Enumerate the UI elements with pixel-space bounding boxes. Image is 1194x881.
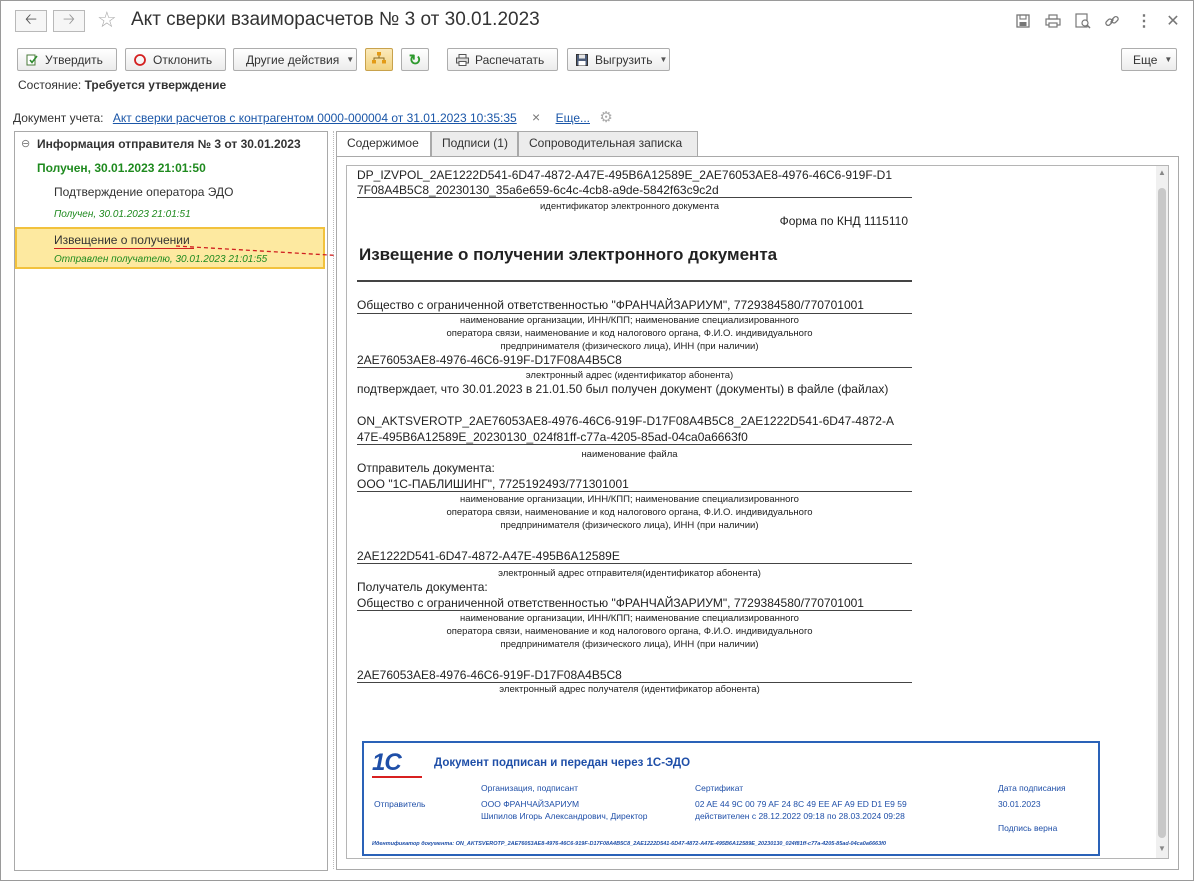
doc-caption: электронный адрес (идентификатор абонента) <box>525 370 734 381</box>
save-icon[interactable] <box>1013 11 1033 31</box>
window-title: Акт сверки взаиморасчетов № 3 от 30.01.2023 <box>131 9 540 30</box>
doc-caption: электронный адрес отправителя(идентификатор абонента) <box>498 568 761 579</box>
doc-form: Форма по КНД 1115110 <box>779 214 908 228</box>
structure-button[interactable] <box>365 48 393 71</box>
stamp-cert: 02 AE 44 9C 00 79 AF 24 8C 49 EE AF A9 ED D1 E9 59 <box>695 799 907 809</box>
tree-received-status: Получен, 30.01.2023 21:01:50 <box>37 161 206 175</box>
chevron-down-icon: ▼ <box>659 55 668 64</box>
doc-caption: наименование организации, ИНН/КПП; наименование специализированного <box>460 494 799 505</box>
doc-caption: оператора связи, наименование и код налогового органа, Ф.И.О. индивидуального <box>446 507 813 518</box>
arrow-left-icon: 🡠 <box>24 10 38 28</box>
document-scrollbar[interactable] <box>1156 166 1168 858</box>
scroll-down-icon[interactable]: ▼ <box>1158 844 1166 853</box>
stamp-cert-valid: действителен с 28.12.2022 09:18 по 28.03.2024 09:28 <box>695 811 905 821</box>
printer-icon <box>456 54 468 66</box>
doc-sender-address: 2AE1222D541-6D47-4872-A47E-495B6A12589E <box>357 549 620 563</box>
tree-item-operator-confirmation[interactable]: Подтверждение оператора ЭДО <box>54 185 234 199</box>
underline-annotation <box>54 248 194 249</box>
document-view <box>346 165 1169 859</box>
doc-caption: предпринимателя (физического лица), ИНН (при наличии) <box>500 341 759 352</box>
scroll-thumb[interactable] <box>1158 188 1166 838</box>
close-icon[interactable]: ✕ <box>1166 13 1180 30</box>
collapse-icon[interactable]: ⊖ <box>21 138 31 150</box>
stamp-col-org: Организация, подписант <box>481 783 579 793</box>
doc-caption: наименование организации, ИНН/КПП; наименование специализированного <box>460 315 799 326</box>
doc-recipient-label: Получатель документа: <box>357 580 488 594</box>
tab-signatures[interactable]: Подписи (1) <box>431 131 518 156</box>
doc-id-line1: DP_IZVPOL_2AE1222D541-6D47-4872-A47E-495B6A12589E_2AE76053AE8-4976-46C6-919F-D1 <box>357 168 893 182</box>
tab-cover-note[interactable]: Сопроводительная записка <box>518 131 698 156</box>
tree-root[interactable]: Информация отправителя № 3 от 30.01.2023 <box>37 137 301 151</box>
arrow-right-icon: 🡢 <box>62 10 76 28</box>
tree-item-receipt-notice-label: Извещение о получении <box>54 233 190 247</box>
doc-recipient-address: 2AE76053AE8-4976-46C6-919F-D17F08A4B5C8 <box>357 668 622 682</box>
doc-caption: наименование файла <box>581 449 678 460</box>
doc-caption: предпринимателя (физического лица), ИНН (при наличии) <box>500 520 759 531</box>
stamp-signature-ok: Подпись верна <box>998 823 1058 833</box>
annotation-arrow <box>176 241 356 271</box>
doc-confirms: подтверждает, что 30.01.2023 в 21.01.50 был получен документ (документы) в файле (файлах) <box>357 382 889 396</box>
clear-icon[interactable]: × <box>532 109 541 125</box>
accounting-document-line: Документ учета: Акт сверки расчетов с контрагентом 0000-000004 от 31.01.2023 10:35:35 × Еще... ⚙ <box>13 109 613 126</box>
scroll-up-icon[interactable]: ▲ <box>1158 168 1166 177</box>
star-icon[interactable]: ☆ <box>97 7 117 32</box>
signature-stamp <box>362 741 1100 856</box>
reject-icon <box>134 54 146 66</box>
back-button[interactable] <box>15 10 47 32</box>
gear-icon[interactable]: ⚙ <box>599 109 613 126</box>
link-icon[interactable] <box>1102 11 1122 31</box>
doc-caption: наименование организации, ИНН/КПП; наименование специализированного <box>460 613 799 624</box>
doc-file-line2: 47E-495B6A12589E_20230130_024f81ff-c77a-4205-85ad-04ca0a6663f0 <box>357 430 748 444</box>
logo-underline <box>372 776 422 778</box>
more-icon[interactable]: ⋮ <box>1136 13 1152 30</box>
tree-item-receipt-notice-status: Отправлен получателю, 30.01.2023 21:01:55 <box>54 254 268 265</box>
floppy-icon <box>576 54 588 66</box>
hierarchy-icon <box>371 51 387 68</box>
stamp-signer: Шипилов Игорь Александрович, Директор <box>481 811 648 821</box>
print-icon[interactable] <box>1043 11 1063 31</box>
stamp-date: 30.01.2023 <box>998 799 1041 809</box>
doc-file-line1: ON_AKTSVEROTP_2AE76053AE8-4976-46C6-919F-D17F08A4B5C8_2AE1222D541-6D47-4872-A <box>357 414 894 428</box>
export-button[interactable]: Выгрузить ▼ <box>567 48 670 71</box>
doc-caption: оператора связи, наименование и код налогового органа, Ф.И.О. индивидуального <box>446 328 813 339</box>
print-button[interactable]: Распечатать <box>447 48 558 71</box>
more-actions-button[interactable]: Еще ▼ <box>1121 48 1177 71</box>
preview-icon[interactable] <box>1073 11 1093 31</box>
stamp-col-date: Дата подписания <box>998 783 1066 793</box>
doc-sender-label: Отправитель документа: <box>357 461 495 475</box>
stamp-role: Отправитель <box>374 799 426 809</box>
status-line: Состояние: Требуется утверждение <box>18 78 227 92</box>
panel-splitter[interactable] <box>333 131 334 869</box>
stamp-org: ООО ФРАНЧАЙЗАРИУМ <box>481 799 580 809</box>
stamp-doc-id: Идентификатор документа: ON_AKTSVEROTP_2AE76053AE8-4976-46C6-919F-D17F08A4B5C8_2AE1222D541-6D47-4872-A47E-495B6A12589E_20230130_024f81ff-c77a-4205-85ad-04ca0a6663f0 <box>372 841 887 847</box>
tab-content[interactable]: Содержимое <box>336 131 431 158</box>
status-value: Требуется утверждение <box>84 78 227 92</box>
refresh-icon: ↻ <box>408 51 422 69</box>
approve-button[interactable]: Утвердить <box>17 48 117 71</box>
1c-logo: 1С <box>372 749 401 776</box>
doc-id-line2: 7F08A4B5C8_20230130_35a6e659-6c4c-4cb8-a9de-5842f63c9c2d <box>357 183 719 197</box>
forward-button[interactable] <box>53 10 85 32</box>
stamp-col-cert: Сертификат <box>695 783 744 793</box>
stamp-title: Документ подписан и передан через 1С-ЭДО <box>434 757 691 769</box>
doc-heading: Извещение о получении электронного документа <box>359 245 778 264</box>
more-link[interactable]: Еще... <box>555 111 590 125</box>
other-actions-button[interactable]: Другие действия ▼ <box>233 48 357 71</box>
doc-id-caption: идентификатор электронного документа <box>540 201 719 212</box>
doc-recipient: Общество с ограниченной ответственностью "ФРАНЧАЙЗАРИУМ", 7729384580/770701001 <box>357 596 864 610</box>
doc-caption: электронный адрес получателя (идентификатор абонента) <box>499 684 760 695</box>
chevron-down-icon: ▼ <box>346 55 355 64</box>
chevron-down-icon: ▼ <box>1164 55 1173 64</box>
accounting-document-link[interactable]: Акт сверки расчетов с контрагентом 0000-000004 от 31.01.2023 10:35:35 <box>112 111 517 125</box>
doc-sender: ООО "1С-ПАБЛИШИНГ", 7725192493/771301001 <box>357 477 629 491</box>
doc-caption: предпринимателя (физического лица), ИНН (при наличии) <box>500 639 759 650</box>
doc-address: 2AE76053AE8-4976-46C6-919F-D17F08A4B5C8 <box>357 353 622 367</box>
refresh-button[interactable] <box>401 48 429 71</box>
doc-org: Общество с ограниченной ответственностью "ФРАНЧАЙЗАРИУМ", 7729384580/770701001 <box>357 298 864 312</box>
doc-caption: оператора связи, наименование и код налогового органа, Ф.И.О. индивидуального <box>446 626 813 637</box>
reject-button[interactable]: Отклонить <box>125 48 226 71</box>
approve-icon <box>26 54 38 66</box>
tree-item-operator-confirmation-status: Получен, 30.01.2023 21:01:51 <box>54 209 191 220</box>
